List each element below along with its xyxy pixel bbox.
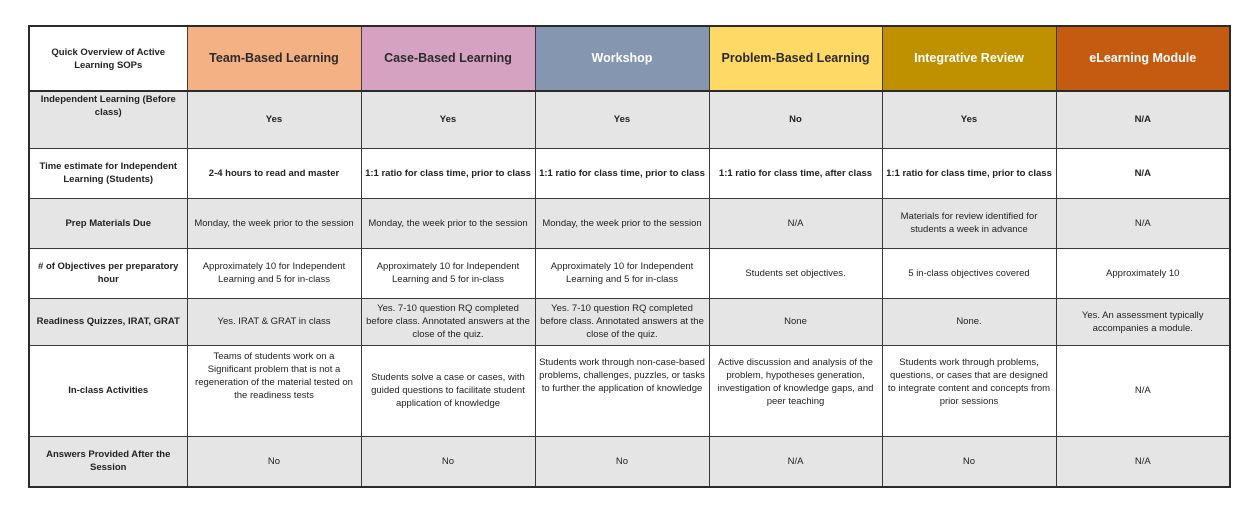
table-cell: 5 in-class objectives covered [882, 248, 1056, 298]
table-cell: Approximately 10 [1056, 248, 1230, 298]
table-cell: No [187, 436, 361, 487]
table-cell: Approximately 10 for Independent Learning and 5 for in-class [361, 248, 535, 298]
table-cell: N/A [709, 436, 882, 487]
row-time-estimate [29, 148, 1230, 198]
col-header-case-based-learning: Case-Based Learning [361, 26, 535, 91]
col-header-workshop: Workshop [535, 26, 709, 91]
table-cell: Active discussion and analysis of the problem, hypotheses generation, investigation of knowledge gaps, and peer teaching [709, 345, 882, 436]
table-cell: Yes [535, 91, 709, 148]
table-cell: Students set objectives. [709, 248, 882, 298]
table-cell: Students work through problems, questions, or cases that are designed to integrate content and concepts from prior sessions [882, 345, 1056, 436]
row-label: Answers Provided After the Session [29, 436, 187, 487]
row-label: Prep Materials Due [29, 198, 187, 248]
table-cell: Materials for review identified for students a week in advance [882, 198, 1056, 248]
row-label: # of Objectives per preparatory hour [29, 248, 187, 298]
table-cell: Monday, the week prior to the session [535, 198, 709, 248]
row-objectives-per-hour [29, 248, 1230, 298]
table-cell: Approximately 10 for Independent Learning and 5 for in-class [535, 248, 709, 298]
table-cell: Approximately 10 for Independent Learning and 5 for in-class [187, 248, 361, 298]
row-label: In-class Activities [29, 345, 187, 436]
table-cell: Yes [882, 91, 1056, 148]
table-cell: 1:1 ratio for class time, prior to class [882, 148, 1056, 198]
table-cell: Monday, the week prior to the session [187, 198, 361, 248]
col-header-team-based-learning: Team-Based Learning [187, 26, 361, 91]
table-cell: No [361, 436, 535, 487]
table-cell: 2-4 hours to read and master [187, 148, 361, 198]
table-cell: None. [882, 298, 1056, 345]
row-independent-learning [29, 91, 1230, 148]
table-cell: N/A [1056, 345, 1230, 436]
table-cell: Yes. An assessment typically accompanies a module. [1056, 298, 1230, 345]
table-cell: Yes. IRAT & GRAT in class [187, 298, 361, 345]
table-cell: Yes [187, 91, 361, 148]
table-cell: N/A [1056, 198, 1230, 248]
sop-overview-table [28, 25, 1231, 488]
row-prep-materials-due [29, 198, 1230, 248]
col-header-problem-based-learning: Problem-Based Learning [709, 26, 882, 91]
table-cell: 1:1 ratio for class time, after class [709, 148, 882, 198]
table-cell: Yes. 7-10 question RQ completed before class. Annotated answers at the close of the quiz. [535, 298, 709, 345]
table-cell: None [709, 298, 882, 345]
table-cell: Monday, the week prior to the session [361, 198, 535, 248]
table-cell: N/A [1056, 148, 1230, 198]
col-header-integrative-review: Integrative Review [882, 26, 1056, 91]
table-cell: N/A [1056, 91, 1230, 148]
row-label: Independent Learning (Before class) [29, 91, 187, 148]
row-in-class-activities [29, 345, 1230, 436]
corner-label: Quick Overview of Active Learning SOPs [29, 26, 187, 91]
table-cell: Students solve a case or cases, with guided questions to facilitate student application of knowledge [361, 345, 535, 436]
table-cell: Yes. 7-10 question RQ completed before class. Annotated answers at the close of the quiz. [361, 298, 535, 345]
row-label: Time estimate for Independent Learning (Students) [29, 148, 187, 198]
header-row [29, 26, 1230, 91]
row-answers-provided [29, 436, 1230, 487]
col-header-elearning-module: eLearning Module [1056, 26, 1230, 91]
table-cell: Yes [361, 91, 535, 148]
table-cell: Students work through non-case-based problems, challenges, puzzles, or tasks to further the application of knowledge [535, 345, 709, 436]
table-cell: 1:1 ratio for class time, prior to class [535, 148, 709, 198]
row-label: Readiness Quizzes, IRAT, GRAT [29, 298, 187, 345]
table-cell: N/A [1056, 436, 1230, 487]
row-readiness-quizzes [29, 298, 1230, 345]
table-cell: No [535, 436, 709, 487]
table-cell: No [709, 91, 882, 148]
table-cell: No [882, 436, 1056, 487]
table-cell: Teams of students work on a Significant problem that is not a regeneration of the material tested on the readiness tests [187, 345, 361, 436]
table-cell: N/A [709, 198, 882, 248]
table-cell: 1:1 ratio for class time, prior to class [361, 148, 535, 198]
